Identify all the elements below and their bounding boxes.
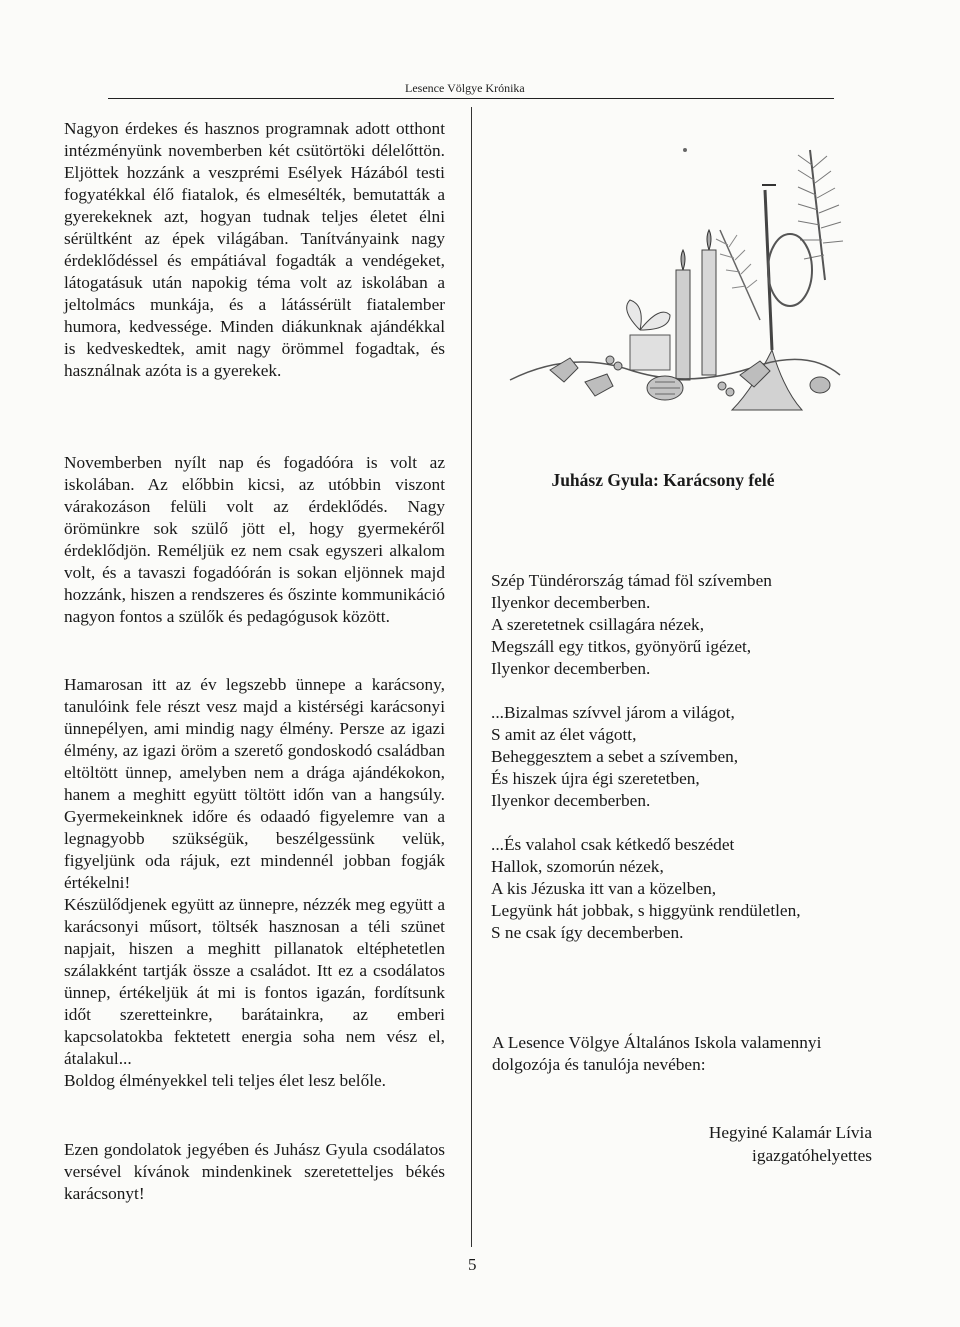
poem-line: És hiszek újra égi szeretetben,	[491, 769, 700, 788]
paragraph-text: Boldog élményekkel teli teljes élet lesz belőle.	[64, 1071, 386, 1090]
poem-line: Hallok, szomorún nézek,	[491, 857, 664, 876]
poem-line: Beheggesztem a sebet a szívemben,	[491, 747, 739, 766]
poem-stanza-3	[491, 834, 871, 944]
closing-text	[492, 1032, 872, 1076]
poem-line: Ilyenkor decemberben.	[491, 593, 651, 612]
header-rule	[108, 98, 834, 99]
closing-line: A Lesence Völgye Általános Iskola valamennyi	[492, 1033, 822, 1052]
article-paragraph-3	[64, 674, 445, 1092]
poem-line: ...Bizalmas szívvel járom a világot,	[491, 703, 735, 722]
poem-stanza-2	[491, 702, 871, 812]
christmas-illustration	[490, 120, 860, 440]
paragraph-text: Novemberben nyílt nap és fogadóóra is volt az iskolában. Az előbbin kicsi, az utóbbin viszont várakozáson felüli volt az érdeklődés. Nagy örömünkre sok szülő jött el, hogy gyermekéről érdeklődjön. Reméljük ez nem csak egyszeri alkalom volt, és a tavaszi fogadóórán is sokan eljönnek majd hozzánk, hiszen a rendszeres és őszinte kommunikáció nagyon fontos a szülők és pedagógusok között.	[64, 453, 445, 626]
poem-line: S ne csak így decemberben.	[491, 923, 684, 942]
article-paragraph-4	[64, 1139, 445, 1205]
poem-line: Legyünk hát jobbak, s higgyünk rendületlen,	[491, 901, 801, 920]
poem-line: Megszáll egy titkos, gyönyörű igézet,	[491, 637, 752, 656]
signature-block	[709, 1121, 872, 1167]
poem-line: Ilyenkor decemberben.	[491, 791, 651, 810]
poem-line: Szép Tündérország támad föl szívemben	[491, 571, 772, 590]
closing-line: dolgozója és tanulója nevében:	[492, 1055, 706, 1074]
poem-line: S amit az élet vágott,	[491, 725, 637, 744]
poem-line: A kis Jézuska itt van a közelben,	[491, 879, 717, 898]
signature-name: Hegyiné Kalamár Lívia	[708, 1123, 872, 1142]
signature-title: igazgatóhelyettes	[752, 1146, 872, 1165]
christmas-candles-horn-illustration-icon	[490, 120, 860, 440]
column-divider	[471, 107, 472, 1247]
poem-title: Juhász Gyula: Karácsony felé	[551, 470, 775, 490]
poem-stanza-1	[491, 570, 871, 680]
paragraph-text: Nagyon érdekes és hasznos programnak adott otthont intézményünk novemberben két csütörtöki délelőttön. Eljöttek hozzánk a veszprémi Esélyek Házából testi fogyatékkal élő fiatalok, és elmesélték, bemutatták a gyerekeknek azt, hogyan tudnak teljes életet élni sérültként az épek világában. Tanítványaink nagy érdeklődéssel és empátiával fogadták a vendégeket, látogatásuk után napokig téma volt az iskolában a jeltolmács munkája, és a látássérült fiatalember humora, kedvessége. Minden diákunknak ajándékkal is kedveskedtek, amit nagy örömmel fogadtak, és használnak azóta is a gyerekek.	[64, 119, 445, 380]
paragraph-text: Hamarosan itt az év legszebb ünnepe a karácsony, tanulóink fele részt vesz majd a kistérségi karácsonyi ünnepélyen, ami mindig nagy élmény. Persze az igazi élmény, az igazi öröm a szerető gondoskodó családban eltöltött ünnep, amelyben nem a drága ajándékokon, hanem a meghitt együtt töltött időn van a hangsúly. Gyermekeinknek időre és odaadó figyelemre van a legnagyobb szükségük, beszélgessünk velük, figyeljünk oda rájuk, ezt mindennél jobban fogják értékelni!	[64, 675, 445, 892]
poem-line: Ilyenkor decemberben.	[491, 659, 651, 678]
paragraph-text: Ezen gondolatok jegyében és Juhász Gyula csodálatos versével kívánok mindenkinek szeretetteljes békés karácsonyt!	[64, 1140, 445, 1203]
paragraph-text: Készülődjenek együtt az ünnepre, nézzék meg együtt a karácsonyi műsort, töltsék hasznosan a téli szünet napjait, hiszen a meghitt pillanatok eltéphetetlen szálakként tartják össze a családot. Itt ez a csodálatos ünnep, értékeljük át mi is fontos igazán, fordítsunk időt szeretteinkre, barátainkra, az emberi kapcsolatokba fektetett energia soha nem vész el, átalakul...	[64, 895, 445, 1068]
header-title: Lesence Völgye Krónika	[405, 81, 525, 95]
poem-line: A szeretetnek csillagára nézek,	[491, 615, 705, 634]
article-paragraph-2	[64, 452, 445, 628]
poem-line: ...És valahol csak kétkedő beszédet	[491, 835, 735, 854]
page-number: 5	[468, 1255, 477, 1274]
article-paragraph-1	[64, 118, 445, 382]
